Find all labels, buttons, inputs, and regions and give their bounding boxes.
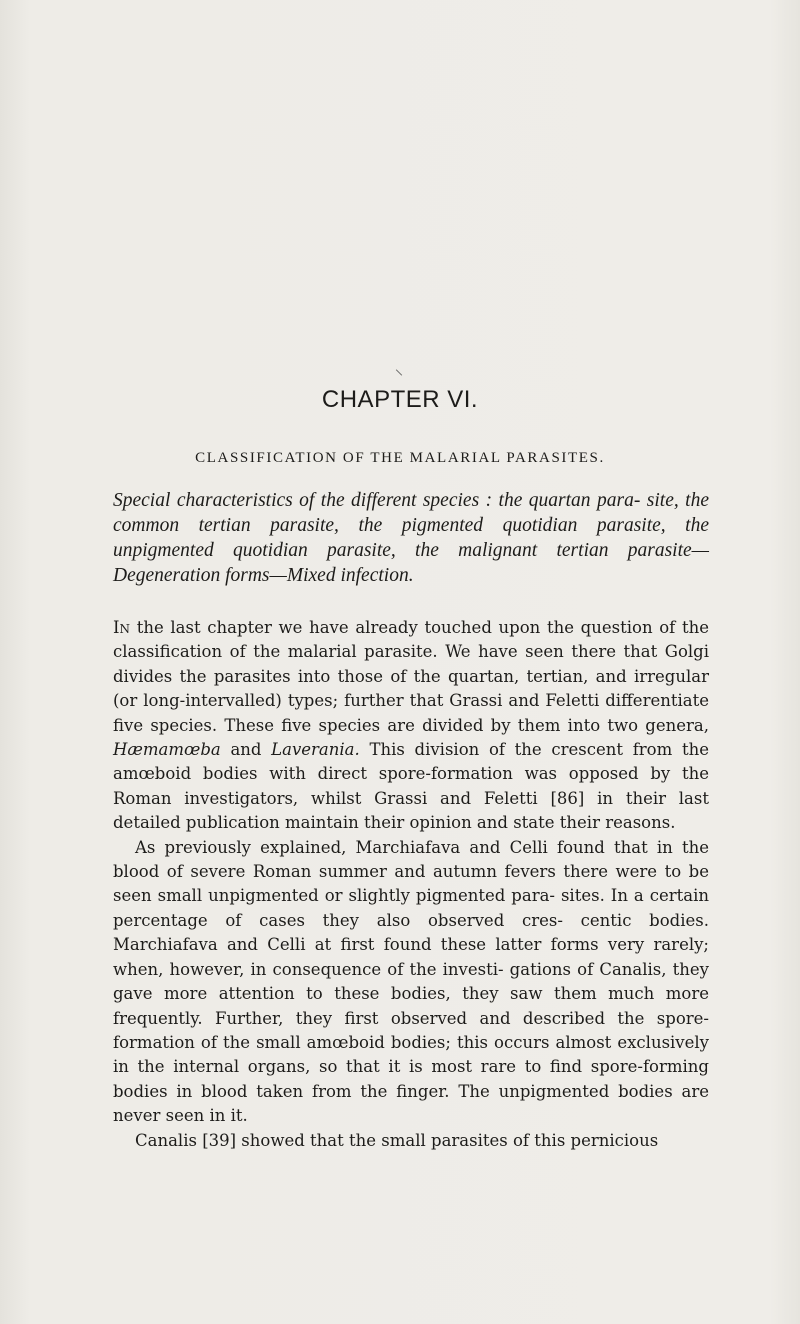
paragraph-1-part-c: This division of the crescent from the amœboid bodies with direct spore-formation was opposed by the Roman investigators, whilst Grassi and Feletti [86] in their last detailed publication maintain their opinion and state their reasons. (113, 740, 709, 833)
genus-haemamoeba: Hæmamœba (113, 740, 221, 760)
paragraph-1-part-b: and (220, 740, 272, 760)
paragraph-1-part-a: the last chapter we have already touched upon the question of the classification of the malarial parasite. We have seen there that Golgi divides the parasites into those of the quartan, tertian, and irregular (or long-intervalled) types; further that Grassi and Feletti differentiate five species. These five species are divided by them into two genera, (113, 618, 709, 735)
paragraph-3: Canalis [39] showed that the small parasites of this pernicious (135, 1130, 659, 1150)
chapter-summary: Special characteristics of the different species : the quartan para- site, the common tertian parasite, the pigmented quotidian parasite, the unpigmented quotidian parasite, the malignant tertian parasite—Degeneration forms—Mixed infection. (113, 490, 709, 586)
paragraph-1 (113, 616, 709, 836)
genus-laverania: Laverania. (271, 740, 360, 760)
section-title: CLASSIFICATION OF THE MALARIAL PARASITES. (195, 450, 605, 466)
lead-word: In (113, 618, 131, 637)
body-text (113, 616, 709, 1153)
paragraph-2: As previously explained, Marchiafava and Celli found that in the blood of severe Roman summer and autumn fevers there were to be seen small unpigmented or slightly pigmented para- sites. In a certain percentage of cases they also observed cres- centic bodies. Marchiafava and Celli at first found these latter forms very rarely; when, however, in consequence of the investi- gations of Canalis, they gave more attention to these bodies, they saw them much more frequently. Further, they first observed and described the spore-formation of the small amœboid bodies; this occurs almost exclusively in the internal organs, so that it is most rare to find spore-forming bodies in blood taken from the finger. The unpigmented bodies are never seen in it. (113, 837, 709, 1126)
pencil-mark (396, 369, 402, 375)
chapter-title: CHAPTER VI. (321, 386, 479, 413)
